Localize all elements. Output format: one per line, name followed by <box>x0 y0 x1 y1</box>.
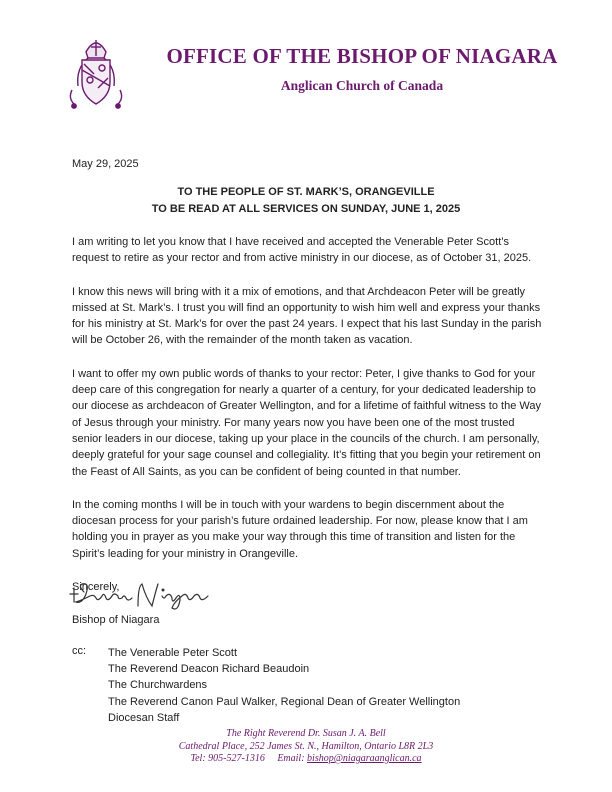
paragraph: I know this news will bring with it a mix of emotions, and that Archdeacon Peter will be greatly missed at St. Mark’s. I trust you will find an opportunity to wish him well and express your thanks for his ministry at St. Mark’s for over the past 24 years. I expect that his last Sunday in the parish will be October 26, with the remainder of the month taken as vacation. <box>72 285 542 347</box>
cc-label: cc: <box>72 645 87 657</box>
footer-email-label: Email: <box>277 753 305 764</box>
handwritten-signature <box>68 578 218 614</box>
signer-title: Bishop of Niagara <box>72 614 160 626</box>
letterhead-title: OFFICE OF THE BISHOP OF NIAGARA <box>166 44 558 68</box>
diocesan-crest-icon <box>58 28 134 112</box>
footer-email-link[interactable]: bishop@niagaraanglican.ca <box>307 753 422 764</box>
letter-body <box>72 234 544 612</box>
footer-name: The Right Reverend Dr. Susan J. A. Bell <box>226 728 386 739</box>
footer-address: Cathedral Place, 252 James St. N., Hamilton, Ontario L8R 2L3 <box>178 740 434 752</box>
subject-line-2: TO BE READ AT ALL SERVICES ON SUNDAY, JUNE 1, 2025 <box>151 203 461 215</box>
cc-recipient: The Reverend Deacon Richard Beaudoin <box>108 663 310 676</box>
footer-contact <box>106 753 506 766</box>
paragraph: I want to offer my own public words of thanks to your rector: Peter, I give thanks to God for your deep care of this congregation for nearly a quarter of a century, for your dedicated leadership to our diocese as archdeacon of Greater Wellington, and for a lifetime of faithful witness to the Way of Jesus through your ministry. For many years now you have been one of the most trusted senior leaders in our diocese, taking up your place in the councils of the church. I am personally, deeply grateful for your sage counsel and collegiality. It’s fitting that you begin your retirement on the Feast of All Saints, as you can be confident of being counted in that number. <box>72 367 541 478</box>
paragraph: In the coming months I will be in touch with your wardens to begin discernment about the diocesan process for your parish’s future ordained leadership. For now, please know that I am holding you in prayer as you make your way through this time of transition and listen for the Spirit’s leading for your ministry in Orangeville. <box>72 498 528 560</box>
letter-footer <box>106 728 506 766</box>
cc-list <box>108 645 460 726</box>
closing: Sincerely, <box>72 581 120 594</box>
subject-line-1: TO THE PEOPLE OF ST. MARK’S, ORANGEVILLE <box>177 186 435 198</box>
cc-recipient: Diocesan Staff <box>108 711 180 724</box>
letter-date: May 29, 2025 <box>72 158 139 170</box>
cc-recipient: The Reverend Canon Paul Walker, Regional Dean of Greater Wellington <box>108 695 461 708</box>
footer-tel: Tel: 905-527-1316 <box>190 753 265 764</box>
cc-recipient: The Churchwardens <box>108 679 208 692</box>
letter-subject <box>72 184 540 218</box>
cc-recipient: The Venerable Peter Scott <box>108 647 238 659</box>
paragraph: I am writing to let you know that I have received and accepted the Venerable Peter Scott’s request to retire as your rector and from active ministry in our diocese, as of October 31, 2025. <box>72 236 532 265</box>
letterhead-subtitle: Anglican Church of Canada <box>280 78 444 93</box>
